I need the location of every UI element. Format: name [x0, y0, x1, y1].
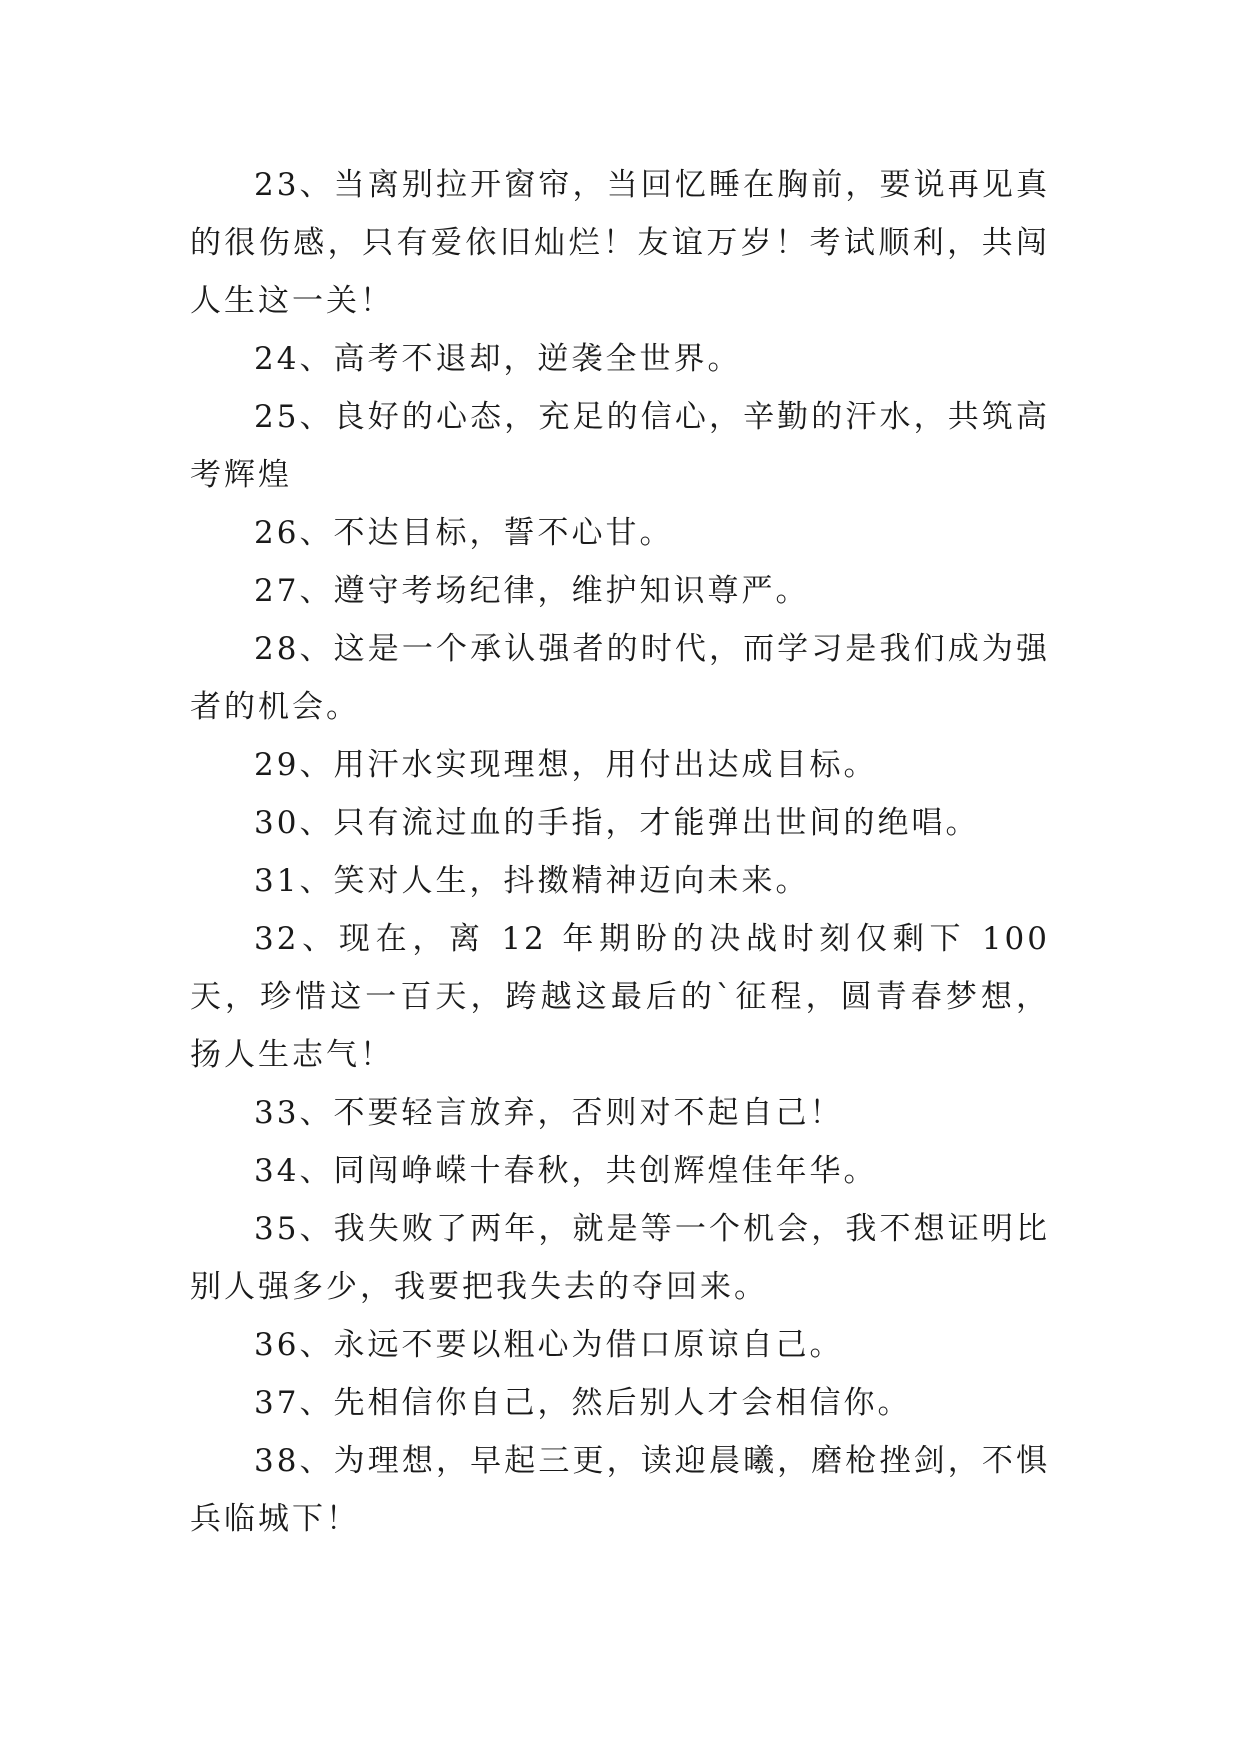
paragraph-23: 23、当离别拉开窗帘，当回忆睡在胸前，要说再见真的很伤感，只有爱依旧灿烂！友谊万岁！考试顺利，共闯人生这一关！: [190, 167, 1050, 319]
paragraph-35: 35、我失败了两年，就是等一个机会，我不想证明比别人强多少，我要把我失去的夺回来。: [190, 1211, 1050, 1305]
paragraph-27: 27、遵守考场纪律，维护知识尊严。: [254, 573, 810, 609]
document-body: [190, 156, 1050, 1548]
paragraph-33: 33、不要轻言放弃，否则对不起自己！: [254, 1095, 844, 1131]
paragraph-28: 28、这是一个承认强者的时代，而学习是我们成为强者的机会。: [190, 631, 1050, 725]
paragraph-24: 24、高考不退却，逆袭全世界。: [254, 341, 742, 377]
paragraph-32: 32、现在，离 12 年期盼的决战时刻仅剩下 100 天，珍惜这一百天，跨越这最后的`征程，圆青春梦想，扬人生志气！: [190, 921, 1050, 1073]
paragraph-36: 36、永远不要以粗心为借口原谅自己。: [254, 1327, 844, 1363]
paragraph-25: 25、良好的心态，充足的信心，辛勤的汗水，共筑高考辉煌: [190, 399, 1050, 493]
paragraph-34: 34、同闯峥嵘十春秋，共创辉煌佳年华。: [254, 1153, 878, 1189]
paragraph-38: 38、为理想，早起三更，读迎晨曦，磨枪挫剑，不惧兵临城下！: [190, 1443, 1050, 1537]
paragraph-37: 37、先相信你自己，然后别人才会相信你。: [254, 1385, 912, 1421]
paragraph-30: 30、只有流过血的手指，才能弹出世间的绝唱。: [254, 805, 980, 841]
paragraph-29: 29、用汗水实现理想，用付出达成目标。: [254, 747, 878, 783]
paragraph-26: 26、不达目标，誓不心甘。: [254, 515, 674, 551]
paragraph-31: 31、笑对人生，抖擞精神迈向未来。: [254, 863, 810, 899]
